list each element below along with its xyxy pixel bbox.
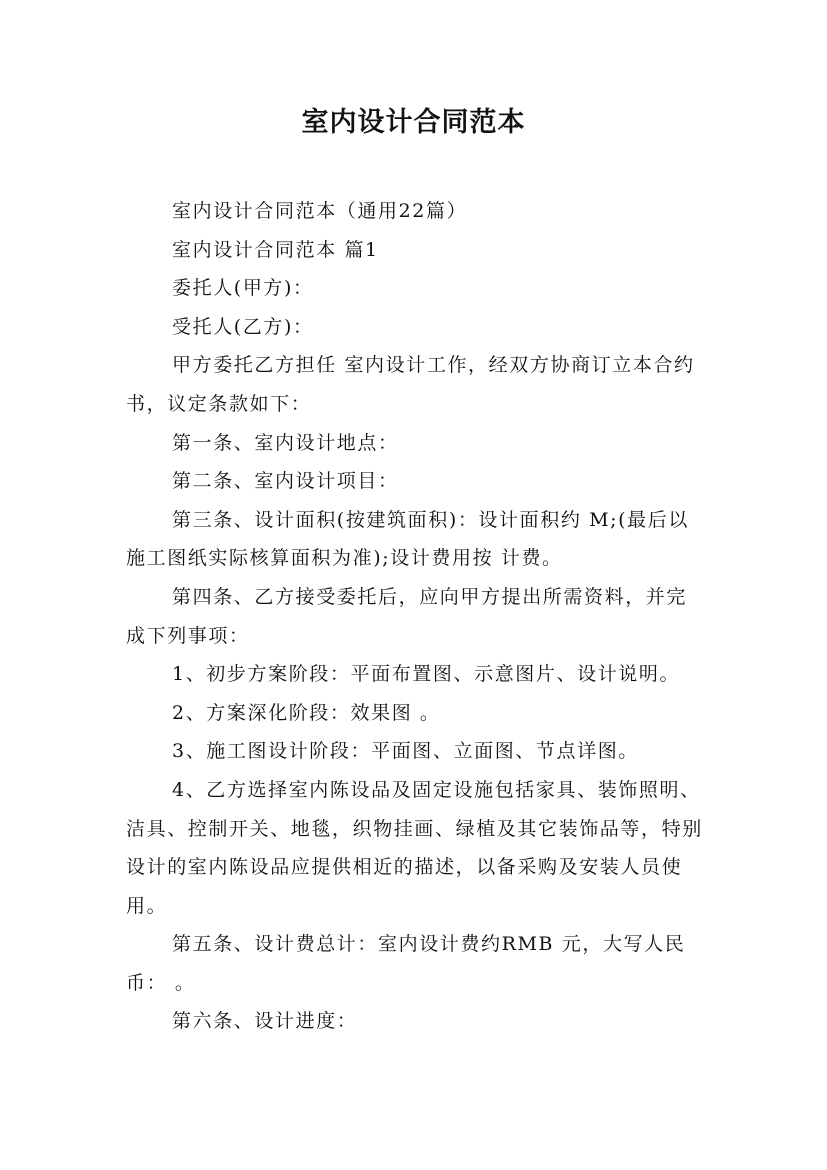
paragraph-item-3: 3、施工图设计阶段：平面图、立面图、节点详图。 <box>172 740 639 763</box>
paragraph-article-6: 第六条、设计进度： <box>172 1010 358 1033</box>
document-title: 室内设计合同范本 <box>301 107 526 138</box>
paragraph-item-4: 4、乙方选择室内陈设品及固定设施包括家具、装饰照明、洁具、控制开关、地毯，织物挂画、绿植及其它装饰品等，特别设计的室内陈设品应提供相近的描述，以备采购及安装人员使用。 <box>126 778 703 917</box>
paragraph-article-5: 第五条、设计费总计：室内设计费约RMB 元，大写人民币： 。 <box>126 933 686 994</box>
paragraph-section-heading: 室内设计合同范本 篇1 <box>172 238 379 261</box>
paragraph-subtitle: 室内设计合同范本（通用22篇） <box>172 200 468 222</box>
paragraph-item-1: 1、初步方案阶段：平面布置图、示意图片、设计说明。 <box>172 663 681 686</box>
paragraph-item-2: 2、方案深化阶段：效果图 。 <box>172 701 441 724</box>
paragraph-contractor: 受托人(乙方)： <box>172 315 314 338</box>
paragraph-client: 委托人(甲方)： <box>172 277 314 300</box>
document-body <box>126 192 706 1041</box>
paragraph-article-4: 第四条、乙方接受委托后，应向甲方提出所需资料，并完成下列事项： <box>126 585 688 647</box>
paragraph-intro: 甲方委托乙方担任 室内设计工作，经双方协商订立本合约书，议定条款如下： <box>126 354 695 415</box>
paragraph-article-1: 第一条、室内设计地点： <box>172 431 399 454</box>
paragraph-article-3: 第三条、设计面积(按建筑面积)：设计面积约 M;(最后以施工图纸实际核算面积为准);设计费用按 计费。 <box>126 508 689 570</box>
paragraph-article-2: 第二条、室内设计项目： <box>172 470 399 493</box>
